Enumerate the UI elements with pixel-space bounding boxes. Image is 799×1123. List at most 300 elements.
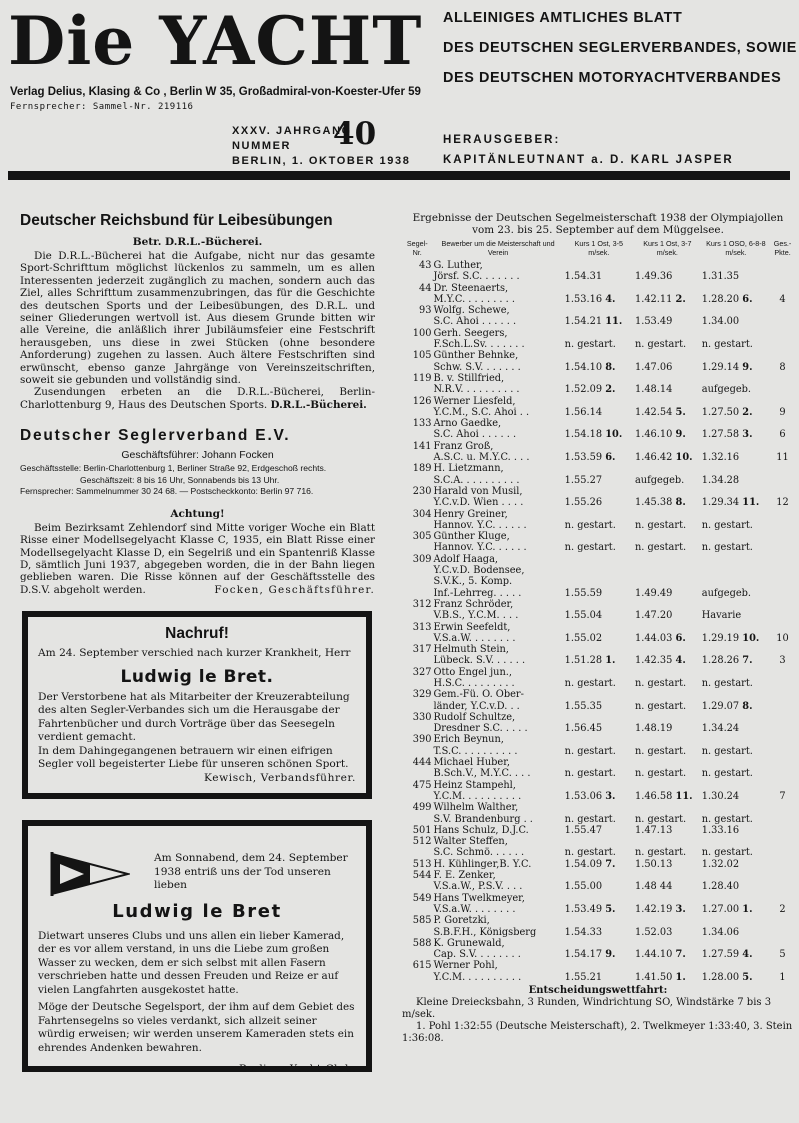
total-points: 7: [779, 790, 786, 802]
reichsbund-paragraph: [20, 386, 375, 411]
table-row: [402, 949, 794, 960]
table-row: [402, 847, 794, 858]
table-row: [402, 893, 794, 904]
competitor: S.B.F.H., Königsberg: [433, 926, 537, 938]
sail-number: 317: [412, 644, 432, 656]
course3-result: [701, 938, 771, 949]
course2-result: [634, 305, 701, 316]
competitor: G. Luther,: [433, 260, 483, 271]
table-row: [402, 859, 794, 870]
race-time: aufgegeb.: [634, 474, 685, 486]
race-time: 1.42.54: [634, 406, 673, 418]
course1-result: [564, 847, 634, 858]
course1-result: [564, 802, 634, 813]
total-points: [771, 847, 794, 858]
course3-result: [701, 859, 771, 870]
sail-number: [402, 723, 432, 734]
competitor: Y.C.M., S.C. Ahoi . .: [433, 406, 530, 418]
course3-result: [701, 746, 771, 757]
race-time: 1.55.00: [564, 881, 603, 893]
course1-result: [564, 396, 634, 407]
race-time: 1.55.35: [564, 700, 603, 712]
obituary-intro: Am 24. September verschied nach kurzer Krankheit, Herr: [38, 647, 351, 659]
table-row: [402, 825, 794, 836]
place: 8.: [605, 361, 616, 373]
table-row: [402, 384, 794, 395]
course2-result: [634, 655, 701, 666]
results-header-row: [402, 240, 794, 260]
race-time: 1.34.24: [701, 723, 740, 735]
course3-result: [701, 271, 771, 282]
place: 5.: [742, 971, 753, 983]
total-points: [771, 316, 794, 327]
table-row: [402, 780, 794, 791]
race-time: n. gestart.: [564, 768, 616, 780]
race-time: n. gestart.: [564, 519, 616, 531]
race-time: 1.29.19: [701, 632, 740, 644]
competitor: Lübeck. S.V. . . . . .: [433, 655, 526, 667]
total-points: 4: [779, 293, 786, 305]
competitor: B. v. Stillfried,: [433, 372, 505, 384]
place: 10.: [675, 452, 693, 464]
volume: XXXV. JAHRGANG: [232, 125, 352, 137]
competitor: T.S.C. . . . . . . . . .: [433, 745, 518, 757]
course3-result: [701, 418, 771, 429]
competitor: Y.C.M. . . . . . . . . .: [433, 790, 522, 802]
course1-result: [564, 509, 634, 520]
competitor: Franz Groß,: [433, 440, 494, 452]
obituary-text: Der Verstorbene hat als Mitarbeiter der Kreuzerabteilung des alten Segler-Verbandes sich um die Herausgabe der Fahrtenbücher und durch Vorträge über das Seesegeln verdient gemacht.: [38, 690, 350, 743]
course2-result: [634, 927, 701, 938]
race-time: 1.27.59: [701, 949, 740, 961]
obituary-signature: Kewisch, Verbandsführer.: [204, 771, 356, 784]
total-points: [771, 814, 794, 825]
table-row: [402, 531, 794, 542]
table-row: [402, 497, 794, 508]
race-time: 1.44.03: [634, 632, 673, 644]
competitor: K. Grunewald,: [433, 937, 505, 949]
course2-result: [634, 667, 701, 678]
place: 4.: [675, 655, 686, 667]
course2-result: [634, 938, 701, 949]
race-time: n. gestart.: [701, 542, 753, 554]
course3-result: [701, 881, 771, 892]
table-row: [402, 938, 794, 949]
course1-result: [564, 972, 634, 983]
table-row: [402, 667, 794, 678]
course3-result: [701, 305, 771, 316]
race-time: n. gestart.: [634, 339, 687, 351]
course3-result: [701, 768, 771, 779]
course2-result: [634, 746, 701, 757]
sail-number: 615: [412, 960, 432, 972]
course2-result: [634, 271, 701, 282]
competitor: Adolf Haaga,: [433, 553, 499, 565]
course1-result: [564, 644, 634, 655]
table-row: [402, 283, 794, 294]
table-row: [402, 689, 794, 700]
obituary-text: Dietwart unseres Clubs und uns allen ein lieber Kamerad, der es vor allem verstand, in uns die Liebe zum großen Wasser zu wecken, dem er sich selbst mit allen Fasern verschrieben hatte und dessen Freuden und Reize er auf vielen Langfahrten ausgekostet hatte.: [38, 929, 345, 996]
course1-result: [564, 768, 634, 779]
sail-number: 330: [412, 711, 432, 723]
total-points: [771, 328, 794, 339]
course1-result: [564, 305, 634, 316]
course3-result: [701, 463, 771, 474]
course2-result: [634, 734, 701, 745]
reichsbund-paragraph-text: Zusendungen erbeten an die D.R.L.-Bücherei, Berlin-Charlottenburg 9, Haus des Deutschen Sports.: [20, 386, 375, 411]
race-time: 1.31.35: [701, 271, 740, 283]
table-row: [402, 712, 794, 723]
competitor: A.S.C. u. M.Y.C. . . .: [433, 452, 530, 464]
competitor: Werner Pohl,: [433, 960, 498, 972]
competitor: S.C. Ahoi . . . . . .: [433, 316, 517, 328]
race-time: 1.28.00: [701, 971, 740, 983]
sail-number: [402, 384, 432, 395]
course1-result: [564, 373, 634, 384]
total-points: [771, 509, 794, 520]
race-time: n. gestart.: [634, 847, 687, 859]
total-points: [771, 520, 794, 531]
competitor: Günther Kluge,: [433, 531, 510, 543]
course3-result: [701, 294, 771, 305]
sail-number: 312: [412, 598, 432, 610]
sail-number: [402, 576, 432, 587]
course3-result: [701, 576, 771, 587]
notice-title: Achtung!: [170, 507, 225, 520]
table-row: [402, 520, 794, 531]
course2-result: [634, 407, 701, 418]
sail-number: [402, 588, 432, 599]
race-time: n. gestart.: [701, 847, 753, 859]
race-time: n. gestart.: [564, 542, 616, 554]
competitor: Helmuth Stein,: [433, 644, 509, 656]
course3-result: [701, 497, 771, 508]
place: 10.: [605, 429, 623, 441]
competitor: H. Lietzmann,: [433, 463, 504, 475]
competitor: Heinz Stampehl,: [433, 779, 516, 791]
sail-number: 100: [412, 327, 432, 339]
sail-number: 513: [412, 858, 432, 870]
race-time: n. gestart.: [701, 813, 753, 825]
competitor: Harald von Musil,: [433, 485, 523, 497]
course3-result: [701, 520, 771, 531]
place: 2.: [675, 293, 686, 305]
place: 7.: [742, 655, 753, 667]
competitor: S.C.A. . . . . . . . . .: [433, 474, 520, 486]
course1-result: [564, 339, 634, 350]
sail-number: [402, 881, 432, 892]
course2-result: [634, 825, 701, 836]
notice-text: Beim Bezirksamt Zehlendorf sind Mitte voriger Woche ein Blatt Risse einer Modellsegelyacht Klasse C, 1935, ein Blatt Risse einer Modellsegelyacht Klasse D, ein Segelriß und ein Spantenriß Klasse D, sämtlich Juni 1937, abgegeben worden, die in der Bahn liegen geblieben waren. Die Risse können auf der Geschäftsstelle des D.S.V. abgeholt werden.: [20, 521, 375, 596]
sail-number: [402, 904, 432, 915]
course3-result: [701, 802, 771, 813]
results-column: [402, 212, 794, 1045]
sail-number: 475: [412, 779, 432, 791]
race-time: 1.53.49: [634, 316, 673, 328]
sail-number: 141: [412, 440, 432, 452]
race-time: 1.55.47: [564, 824, 603, 836]
publisher-line: Verlag Delius, Klasing & Co , Berlin W 35, Großadmiral-von-Koester-Ufer 59: [10, 86, 421, 98]
course2-result: [634, 260, 701, 271]
competitor: S.C. Ahoi . . . . . .: [433, 429, 517, 441]
sail-number: [402, 565, 432, 576]
table-row: [402, 655, 794, 666]
competitor: H. Kühlinger,B. Y.C.: [433, 858, 532, 870]
total-points: [771, 870, 794, 881]
competitor: Gem.-Fü. O. Ober-: [433, 689, 524, 701]
competitor: Hannov. Y.C. . . . . .: [433, 519, 527, 531]
course2-result: [634, 859, 701, 870]
course1-result: [564, 463, 634, 474]
competitor: F. E. Zenker,: [433, 870, 496, 882]
course2-result: [634, 723, 701, 734]
total-points: [771, 746, 794, 757]
competitor: Inf.-Lehrreg. . . . .: [433, 587, 522, 599]
race-time: 1.54.10: [564, 361, 603, 373]
number-label: NUMMER: [232, 140, 292, 152]
course1-result: [564, 622, 634, 633]
course2-result: [634, 881, 701, 892]
sail-number: 512: [412, 836, 432, 848]
total-points: [771, 610, 794, 621]
final-race: [402, 985, 794, 1045]
table-row: [402, 350, 794, 361]
course2-result: [634, 565, 701, 576]
col-course1: Kurs 1 Ost, 3-5 m/sek.: [574, 239, 623, 257]
race-time: 1.51.28: [564, 655, 603, 667]
competitor: V.S.a.W. . . . . . . .: [433, 903, 516, 915]
table-row: [402, 768, 794, 779]
course1-result: [564, 859, 634, 870]
total-points: 8: [779, 361, 786, 373]
sail-number: [402, 497, 432, 508]
table-row: [402, 644, 794, 655]
race-time: 1.29.34: [701, 497, 740, 509]
race-time: n. gestart.: [634, 813, 687, 825]
race-time: 1.54.21: [564, 316, 603, 328]
competitor: Y.C.v.D. Bodensee,: [433, 565, 525, 577]
course2-result: [634, 678, 701, 689]
course2-result: [634, 701, 701, 712]
obituary-box-club: [22, 820, 372, 1075]
sail-number: 390: [412, 734, 432, 746]
race-time: 1.41.50: [634, 971, 673, 983]
sail-number: 327: [412, 666, 432, 678]
table-row: [402, 588, 794, 599]
competitor: Dresdner S.C. . . . .: [433, 723, 528, 735]
course3-result: [701, 655, 771, 666]
course2-result: [634, 475, 701, 486]
course2-result: [634, 316, 701, 327]
competitor: V.S.a.W. . . . . . . .: [433, 632, 516, 644]
course1-result: [564, 531, 634, 542]
course2-result: [634, 780, 701, 791]
course1-result: [564, 520, 634, 531]
race-time: 1.52.09: [564, 384, 603, 396]
race-time: aufgegeb.: [701, 384, 752, 396]
sail-number: [402, 701, 432, 712]
table-row: [402, 407, 794, 418]
race-time: 1.42.35: [634, 655, 673, 667]
course3-result: [701, 328, 771, 339]
obituary-box-verband: [22, 611, 372, 799]
course2-result: [634, 294, 701, 305]
course3-result: [701, 904, 771, 915]
table-row: [402, 565, 794, 576]
course2-result: [634, 599, 701, 610]
phone-line: Fernsprecher: Sammel-Nr. 219116: [10, 102, 194, 112]
course3-result: [701, 350, 771, 361]
course1-result: [564, 316, 634, 327]
course1-result: [564, 542, 634, 553]
course2-result: [634, 554, 701, 565]
sail-number: [402, 768, 432, 779]
race-time: 1.53.49: [564, 903, 603, 915]
competitor: V.B.S., Y.C.M. . . .: [433, 610, 519, 622]
masthead-subtitle-line: ALLEINIGES AMTLICHES BLATT: [443, 10, 683, 26]
race-time: 1.27.00: [701, 903, 740, 915]
sail-number: 309: [412, 553, 432, 565]
final-title: Entscheidungswettfahrt:: [528, 985, 668, 996]
table-row: [402, 927, 794, 938]
sail-number: [402, 814, 432, 825]
race-time: 1.42.11: [634, 293, 673, 305]
course3-result: [701, 972, 771, 983]
course2-result: [634, 712, 701, 723]
course1-result: [564, 599, 634, 610]
course1-result: [564, 294, 634, 305]
course1-result: [564, 610, 634, 621]
course2-result: [634, 870, 701, 881]
course3-result: [701, 486, 771, 497]
sail-number: [402, 655, 432, 666]
obituary-text: Möge der Deutsche Segelsport, der ihm auf dem Gebiet des Fahrtensegelns so vieles verdankt, sich allzeit seiner würdig erweisen; wir werden unserem Kameraden stets ein ehrendes Andenken bewahren.: [38, 1001, 355, 1054]
competitor: Arno Gaedke,: [433, 418, 502, 430]
place: 5.: [675, 406, 686, 418]
race-time: 1.55.27: [564, 474, 603, 486]
results-heading: Ergebnisse der Deutschen Segelmeisterschaft 1938 der Olympiajollen vom 23. bis 25. September auf dem Müggelsee.: [412, 212, 784, 236]
sail-number: [402, 316, 432, 327]
race-time: n. gestart.: [701, 519, 753, 531]
race-time: 1.48 44: [634, 881, 673, 893]
course1-result: [564, 723, 634, 734]
race-time: 1.49.36: [634, 271, 673, 283]
course3-result: [701, 588, 771, 599]
race-time: Havarie: [701, 610, 742, 622]
table-row: [402, 791, 794, 802]
total-points: 11: [776, 452, 789, 464]
competitor: H.S.C. . . . . . . . .: [433, 677, 515, 689]
race-time: 1.27.50: [701, 406, 740, 418]
course3-result: [701, 339, 771, 350]
course2-result: [634, 283, 701, 294]
table-row: [402, 373, 794, 384]
course3-result: [701, 622, 771, 633]
sail-number: 329: [412, 689, 432, 701]
course2-result: [634, 960, 701, 971]
course2-result: [634, 610, 701, 621]
table-row: [402, 475, 794, 486]
total-points: [771, 825, 794, 836]
obituary-signature: Berliner Yacht-Club.: [239, 1063, 356, 1075]
course3-result: [701, 542, 771, 553]
sail-number: 105: [412, 350, 432, 362]
place: 6.: [675, 632, 686, 644]
competitor: Günther Behnke,: [433, 350, 519, 362]
table-row: [402, 802, 794, 813]
obituary-name: Ludwig le Bret.: [120, 666, 274, 687]
course1-result: [564, 486, 634, 497]
masthead-subtitle-line: DES DEUTSCHEN SEGLERVERBANDES, SOWIE: [443, 40, 797, 56]
race-time: 1.29.07: [701, 700, 740, 712]
race-time: 1.46.42: [634, 452, 673, 464]
course3-result: [701, 316, 771, 327]
course3-result: [701, 667, 771, 678]
competitor: P. Goretzki,: [433, 915, 490, 927]
sail-number: [402, 927, 432, 938]
race-time: n. gestart.: [701, 677, 753, 689]
sail-number: 93: [418, 305, 432, 317]
table-row: [402, 746, 794, 757]
course2-result: [634, 972, 701, 983]
editor-block: [443, 130, 734, 170]
sail-number: 549: [412, 892, 432, 904]
course1-result: [564, 452, 634, 463]
course3-result: [701, 949, 771, 960]
course2-result: [634, 689, 701, 700]
total-points: [771, 486, 794, 497]
sail-number: [402, 520, 432, 531]
table-row: [402, 576, 794, 587]
table-row: [402, 870, 794, 881]
sail-number: [402, 847, 432, 858]
place: 8.: [675, 497, 686, 509]
race-time: 1.53.06: [564, 790, 603, 802]
total-points: [771, 678, 794, 689]
course3-result: [701, 633, 771, 644]
notice-signature: Focken, Geschäftsführer.: [214, 584, 375, 597]
total-points: [771, 644, 794, 655]
race-time: 1.56.14: [564, 406, 603, 418]
sail-number: [402, 678, 432, 689]
course3-result: [701, 475, 771, 486]
total-points: [771, 622, 794, 633]
race-time: 1.42.19: [634, 903, 673, 915]
course1-result: [564, 565, 634, 576]
race-time: n. gestart.: [634, 677, 687, 689]
race-time: n. gestart.: [701, 745, 753, 757]
course3-result: [701, 283, 771, 294]
race-time: aufgegeb.: [701, 587, 752, 599]
table-row: [402, 836, 794, 847]
table-row: [402, 723, 794, 734]
seglerverband-hours: Geschäftszeit: 8 bis 16 Uhr, Sonnabends bis 13 Uhr.: [80, 474, 280, 485]
obituary-text: In dem Dahingegangenen betrauern wir einen eifrigen Segler voll begeisterter Liebe für unseren schönen Sport.: [38, 744, 349, 770]
course1-result: [564, 927, 634, 938]
place: 3.: [675, 903, 686, 915]
course1-result: [564, 475, 634, 486]
total-points: [771, 531, 794, 542]
course2-result: [634, 452, 701, 463]
race-time: n. gestart.: [564, 847, 616, 859]
table-row: [402, 915, 794, 926]
course3-result: [701, 814, 771, 825]
total-points: [771, 588, 794, 599]
sail-number: 313: [412, 621, 432, 633]
sail-number: [402, 339, 432, 350]
table-row: [402, 339, 794, 350]
table-row: [402, 701, 794, 712]
